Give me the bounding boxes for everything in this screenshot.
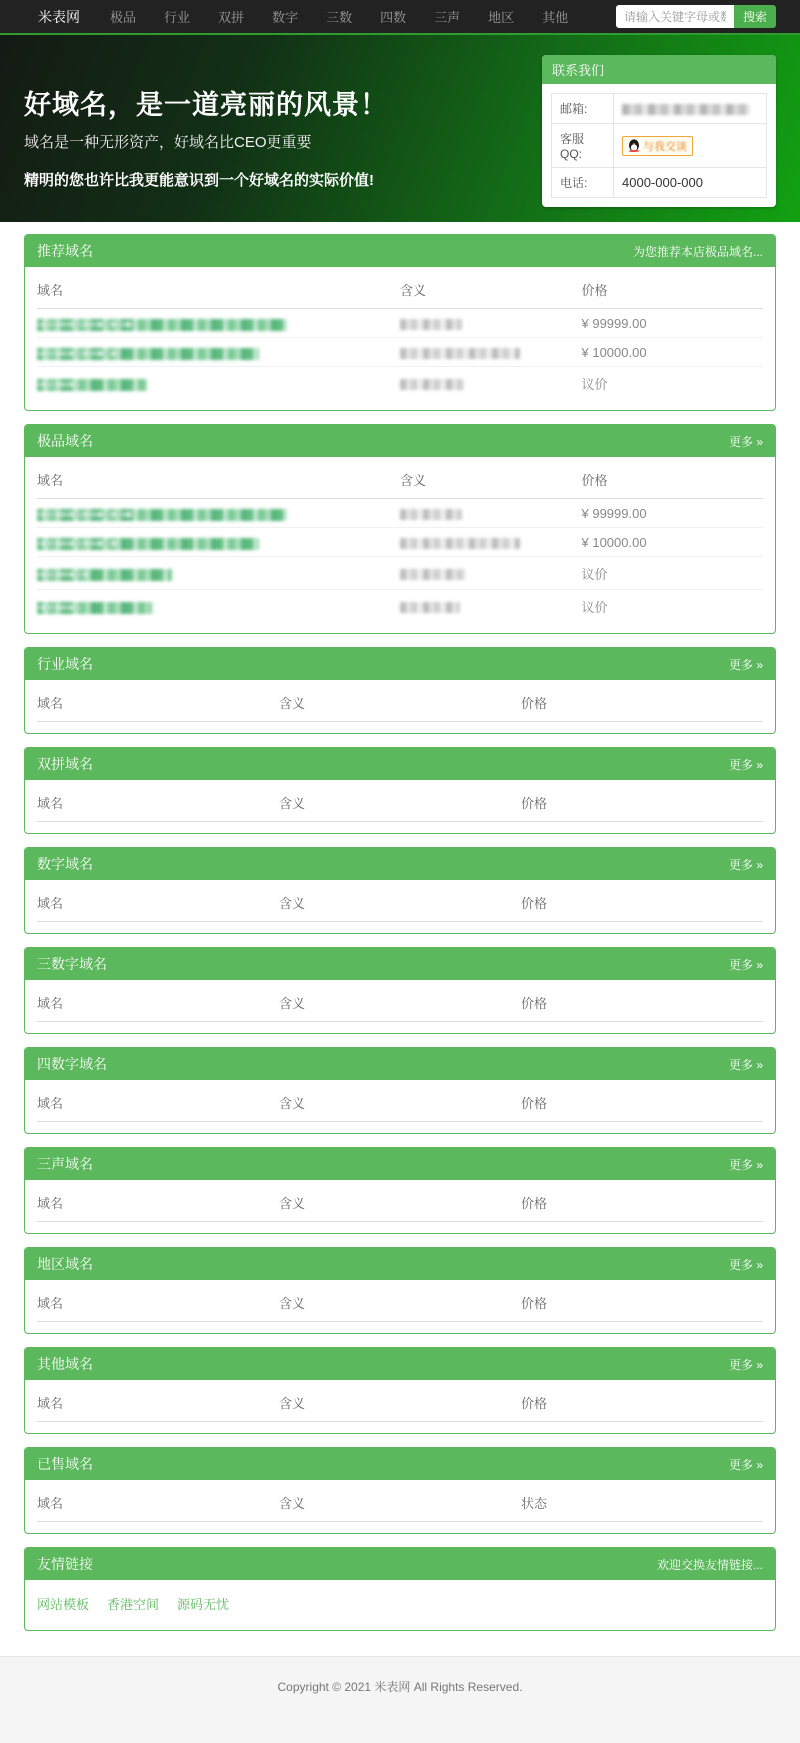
phone-number: 4000-000-000: [614, 168, 767, 198]
section-region: [24, 1247, 776, 1334]
column-header-含义: 含义: [279, 680, 521, 722]
domain-table: [37, 1380, 763, 1422]
section-body: [25, 1180, 775, 1233]
column-header-域名: 域名: [37, 1180, 279, 1222]
column-header-域名: 域名: [37, 980, 279, 1022]
domain-row: [37, 499, 763, 528]
qq-penguin-icon: [628, 139, 640, 152]
copyright-text: Copyright © 2021 米表网 All Rights Reserved.: [277, 1680, 523, 1694]
section-title: 四数字域名: [37, 1056, 107, 1072]
section-premium: [24, 424, 776, 634]
site-logo[interactable]: 米表网: [38, 8, 80, 25]
section-body: [25, 1280, 775, 1333]
hero-banner: [0, 35, 800, 222]
nav-item-四数[interactable]: 四数: [380, 10, 407, 25]
section-title: 双拼域名: [37, 756, 93, 772]
domain-table: [37, 680, 763, 722]
section-header: [25, 948, 775, 980]
column-header-域名: 域名: [37, 1380, 279, 1422]
column-header-域名: 域名: [37, 1480, 279, 1522]
nav-item-极品[interactable]: 极品: [110, 10, 137, 25]
column-header-含义: 含义: [279, 1380, 521, 1422]
section-body: [25, 680, 775, 733]
search-input[interactable]: [616, 5, 734, 28]
section-header: [25, 748, 775, 780]
domain-table: [37, 1080, 763, 1122]
section-header: [25, 425, 775, 457]
search-form: [616, 5, 776, 28]
hero-subtitle-1: 域名是一种无形资产，好域名比CEO更重要: [24, 134, 312, 151]
friend-link-香港空间[interactable]: 香港空间: [107, 1597, 160, 1612]
price-cell: ¥ 99999.00: [582, 499, 764, 528]
section-sold: [24, 1447, 776, 1534]
section-title: 友情链接: [37, 1556, 93, 1572]
section-more-link[interactable]: 更多 »: [728, 1057, 763, 1072]
section-body: [25, 880, 775, 933]
section-more-link[interactable]: 更多 »: [728, 1457, 763, 1472]
column-header-含义: 含义: [400, 267, 582, 309]
hero-title: 好域名，是一道亮丽的风景！: [24, 90, 388, 120]
price-cell: 议价: [581, 377, 608, 392]
domain-row: [37, 590, 763, 623]
section-body: [25, 1480, 775, 1533]
section-title: 三声域名: [37, 1156, 93, 1172]
section-header: [25, 1448, 775, 1480]
redacted-domain-name[interactable]: [37, 509, 287, 521]
column-header-价格: 价格: [521, 1080, 763, 1122]
column-header-域名: 域名: [37, 780, 279, 822]
column-header-价格: 价格: [521, 1180, 763, 1222]
friend-link-网站模板[interactable]: 网站模板: [37, 1597, 90, 1612]
column-header-含义: 含义: [279, 1080, 521, 1122]
redacted-domain-name[interactable]: [37, 569, 172, 581]
section-more-link[interactable]: 更多 »: [728, 857, 763, 872]
redacted-domain-name[interactable]: [37, 348, 259, 360]
column-header-价格: 价格: [521, 1280, 763, 1322]
domain-table: [37, 267, 763, 399]
column-header-域名: 域名: [37, 267, 400, 309]
domain-table: [37, 980, 763, 1022]
section-digit: [24, 847, 776, 934]
section-title: 已售域名: [37, 1456, 93, 1472]
nav-item-数字[interactable]: 数字: [272, 10, 299, 25]
section-more-link[interactable]: 更多 »: [728, 1257, 763, 1272]
page-footer: [0, 1656, 800, 1743]
column-header-含义: 含义: [279, 1280, 521, 1322]
nav-item-三声[interactable]: 三声: [434, 10, 461, 25]
nav-item-双拼[interactable]: 双拼: [218, 10, 245, 25]
column-header-含义: 含义: [279, 1180, 521, 1222]
redacted-domain-name[interactable]: [37, 602, 152, 614]
qq-label: 客服QQ:: [552, 124, 614, 168]
redacted-domain-name[interactable]: [37, 538, 259, 550]
contact-panel-title: 联系我们: [542, 55, 776, 84]
section-header-note: 为您推荐本店极品域名...: [632, 244, 763, 259]
contact-row-qq: [552, 124, 767, 168]
domain-table: [37, 880, 763, 922]
domain-table: [37, 780, 763, 822]
section-four-digit: [24, 1047, 776, 1134]
section-more-link[interactable]: 更多 »: [728, 1157, 763, 1172]
domain-table: [37, 1180, 763, 1222]
section-body: [25, 457, 775, 633]
column-header-价格: 价格: [521, 1380, 763, 1422]
redacted-meaning: [400, 379, 464, 390]
column-header-含义: 含义: [279, 780, 521, 822]
top-navbar: [0, 0, 800, 35]
column-header-域名: 域名: [37, 680, 279, 722]
column-header-域名: 域名: [37, 880, 279, 922]
section-title: 地区域名: [37, 1256, 93, 1272]
section-header: [25, 648, 775, 680]
section-three-digit: [24, 947, 776, 1034]
redacted-meaning: [400, 348, 520, 359]
section-more-link[interactable]: 更多 »: [728, 757, 763, 772]
email-label: 邮箱:: [552, 94, 614, 124]
qq-chat-button[interactable]: [622, 136, 693, 156]
section-header: [25, 848, 775, 880]
section-body: [25, 780, 775, 833]
section-header: [25, 1048, 775, 1080]
column-header-含义: 含义: [279, 980, 521, 1022]
friend-link-源码无忧[interactable]: 源码无忧: [177, 1597, 230, 1612]
domain-row: [37, 557, 763, 590]
column-header-含义: 含义: [400, 457, 582, 499]
redacted-meaning: [400, 538, 520, 549]
section-more-link[interactable]: 更多 »: [728, 1357, 763, 1372]
section-title: 行业域名: [37, 656, 93, 672]
redacted-meaning: [400, 319, 462, 330]
domain-table: [37, 1280, 763, 1322]
price-cell: ¥ 10000.00: [582, 528, 764, 557]
phone-label: 电话:: [552, 168, 614, 198]
column-header-状态: 状态: [521, 1480, 763, 1522]
contact-row-phone: [552, 168, 767, 198]
section-body: [25, 1080, 775, 1133]
nav-item-地区[interactable]: 地区: [488, 10, 515, 25]
main-nav: [96, 7, 582, 26]
section-header: [25, 1148, 775, 1180]
column-header-含义: 含义: [279, 880, 521, 922]
section-title: 三数字域名: [37, 956, 107, 972]
friend-links-list: [37, 1580, 763, 1619]
section-title: 数字域名: [37, 856, 93, 872]
section-title: 推荐域名: [37, 243, 93, 259]
column-header-价格: 价格: [582, 457, 764, 499]
nav-item-其他[interactable]: 其他: [542, 10, 569, 25]
column-header-价格: 价格: [521, 680, 763, 722]
section-pinyin: [24, 747, 776, 834]
domain-table: [37, 457, 763, 622]
qq-chat-label: 与我交谈: [643, 140, 687, 153]
price-cell: 议价: [582, 557, 764, 590]
section-three-letter: [24, 1147, 776, 1234]
section-body: [25, 267, 775, 410]
redacted-email-value: [622, 104, 750, 115]
section-recommend: [24, 234, 776, 411]
section-body: [25, 1380, 775, 1433]
nav-item-行业[interactable]: 行业: [164, 10, 191, 25]
section-body: [25, 1580, 775, 1630]
section-header: [25, 235, 775, 267]
domain-row: [37, 367, 763, 400]
column-header-域名: 域名: [37, 457, 400, 499]
column-header-价格: 价格: [521, 880, 763, 922]
column-header-价格: 价格: [521, 980, 763, 1022]
contact-panel: [542, 55, 776, 207]
section-industry: [24, 647, 776, 734]
redacted-meaning: [400, 602, 460, 613]
section-body: [25, 980, 775, 1033]
column-header-价格: 价格: [521, 780, 763, 822]
nav-item-三数[interactable]: 三数: [326, 10, 353, 25]
section-header: [25, 1348, 775, 1380]
redacted-domain-name[interactable]: [37, 319, 287, 331]
section-header-note: 欢迎交换友情链接...: [656, 1557, 763, 1572]
section-title: 其他域名: [37, 1356, 93, 1372]
column-header-域名: 域名: [37, 1280, 279, 1322]
column-header-含义: 含义: [279, 1480, 521, 1522]
redacted-domain-name[interactable]: [37, 379, 147, 391]
domain-row: [37, 338, 763, 367]
section-more-link[interactable]: 更多 »: [728, 957, 763, 972]
search-button[interactable]: 搜索: [734, 5, 776, 28]
hero-subtitle-2: 精明的您也许比我更能意识到一个好域名的实际价值!: [24, 172, 374, 189]
price-cell: ¥ 99999.00: [582, 309, 764, 338]
price-cell: ¥ 10000.00: [582, 338, 764, 367]
section-other: [24, 1347, 776, 1434]
section-title: 极品域名: [37, 433, 93, 449]
domain-row: [37, 309, 763, 338]
price-cell: 议价: [581, 600, 608, 615]
section-header: [25, 1248, 775, 1280]
redacted-meaning: [400, 569, 466, 580]
section-more-link[interactable]: 更多 »: [728, 434, 763, 449]
redacted-meaning: [400, 509, 462, 520]
column-header-域名: 域名: [37, 1080, 279, 1122]
section-more-link[interactable]: 更多 »: [728, 657, 763, 672]
section-header: [25, 1548, 775, 1580]
domain-row: [37, 528, 763, 557]
section-friend-links: [24, 1547, 776, 1631]
contact-row-email: [552, 94, 767, 124]
domain-table: [37, 1480, 763, 1522]
column-header-价格: 价格: [582, 267, 764, 309]
